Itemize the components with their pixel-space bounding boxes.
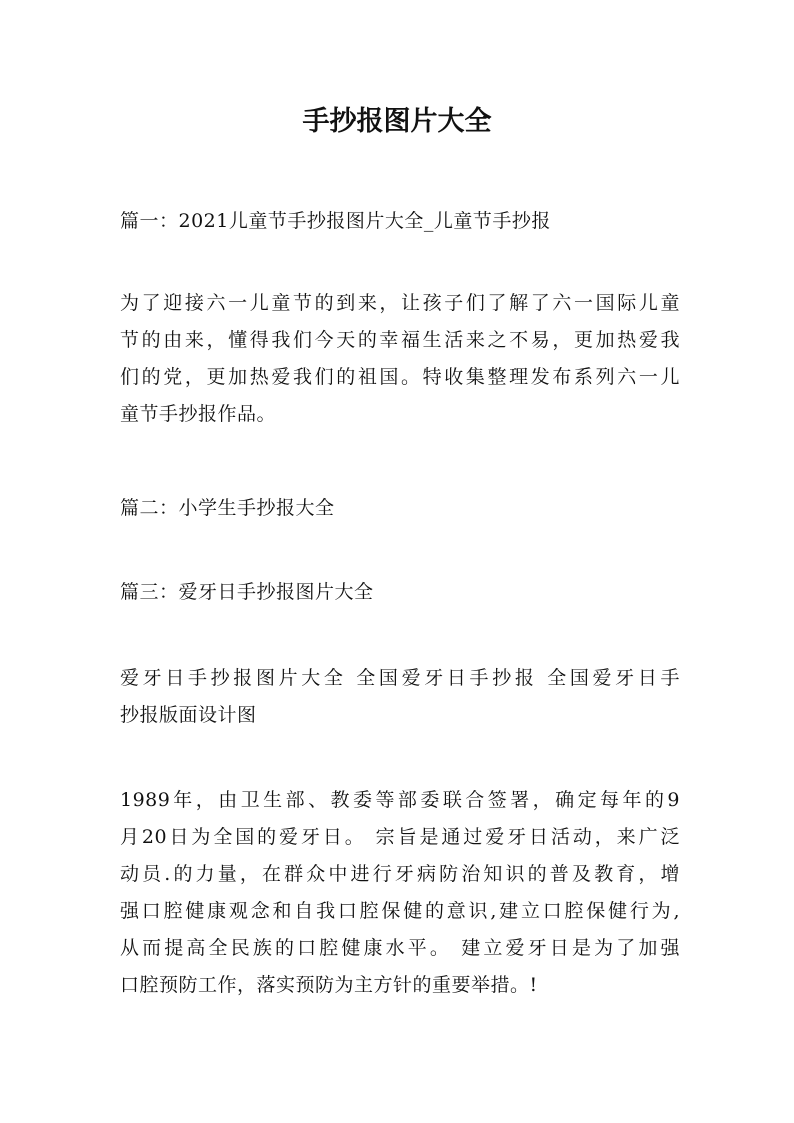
paragraph-1-line: 为了迎接六一儿童节的到来，让孩子们了解了六一国际儿童 <box>120 292 680 314</box>
paragraph-1-line: 节的由来，懂得我们今天的幸福生活来之不易，更加热爱我 <box>120 329 680 351</box>
paragraph-3-line: 强口腔健康观念和自我口腔保健的意识,建立口腔保健行为, <box>120 900 680 922</box>
section-heading-1: 篇一：2021儿童节手抄报图片大全_儿童节手抄报 <box>120 210 551 232</box>
section-heading-2: 篇二：小学生手抄报大全 <box>120 497 335 519</box>
paragraph-1-line: 们的党，更加热爱我们的祖国。特收集整理发布系列六一儿 <box>120 366 680 388</box>
paragraph-3-line: 1989年，由卫生部、教委等部委联合签署，确定每年的9 <box>120 789 680 811</box>
document-title: 手抄报图片大全 <box>302 106 492 137</box>
paragraph-2-line: 爱牙日手抄报图片大全 全国爱牙日手抄报 全国爱牙日手 <box>120 667 680 689</box>
paragraph-3-line: 从而提高全民族的口腔健康水平。 建立爱牙日是为了加强 <box>120 937 680 959</box>
paragraph-3-line: 口腔预防工作，落实预防为主方针的重要举措。! <box>120 974 538 996</box>
section-heading-3: 篇三：爱牙日手抄报图片大全 <box>120 581 374 603</box>
paragraph-2-line: 抄报版面设计图 <box>120 704 257 726</box>
paragraph-3-line: 动员.的力量，在群众中进行牙病防治知识的普及教育，增 <box>120 863 680 885</box>
paragraph-3-line: 月20日为全国的爱牙日。 宗旨是通过爱牙日活动，来广泛 <box>120 826 680 848</box>
paragraph-1-line: 童节手抄报作品。 <box>120 403 277 425</box>
